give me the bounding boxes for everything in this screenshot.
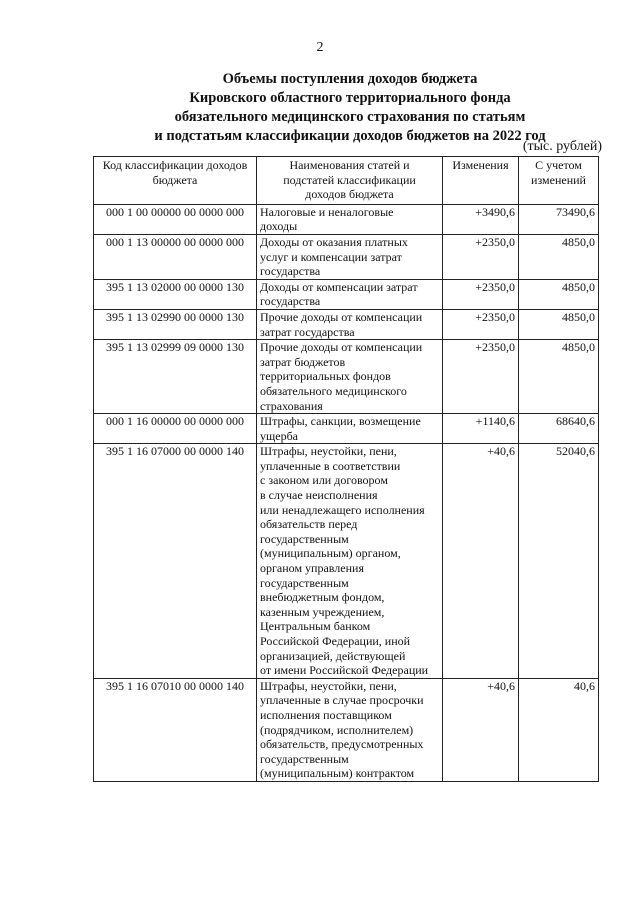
table-header-row [94,157,599,205]
item-name-line: в случае неисполнения [260,488,378,503]
header-name-line: подстатей классификации [283,172,416,187]
item-name-cell [257,309,443,339]
header-total-line: С учетом [535,158,582,172]
item-name-line: затрат государства [260,324,355,339]
item-name-line: с законом или договором [260,473,388,488]
title-line: Объемы поступления доходов бюджета [222,71,478,87]
item-name-line: Доходы от оказания платных [260,234,408,249]
table-row [94,444,599,679]
header-code-line: бюджета [152,172,198,187]
classification-code-cell: 395 1 16 07000 00 0000 140 [94,444,257,679]
header-name-line: доходов бюджета [305,187,394,202]
budget-revenue-table [93,156,599,782]
item-name-cell [257,340,443,414]
item-name-cell [257,414,443,444]
item-name-line: (подрядчиком, исполнителем) [260,722,414,737]
table-body [94,204,599,781]
changes-cell: +2350,0 [443,234,519,279]
title-line: и подстатьям классификации доходов бюджетов на 2022 год [154,128,546,144]
item-name-line: или ненадлежащего исполнения [260,502,425,517]
item-name-line: органом управления [260,561,364,576]
item-name-line: Российской Федерации, иной [260,634,411,648]
table-row [94,279,599,309]
table-row [94,204,599,234]
header-changes-line: Изменения [452,158,509,172]
page-number: 2 [316,40,324,55]
item-name-line: Налоговые и неналоговые [260,204,394,219]
item-name-line: Штрафы, санкции, возмещение [260,414,421,429]
total-with-changes-cell: 4850,0 [519,309,599,339]
total-with-changes-cell: 52040,6 [519,444,599,679]
header-name [257,157,443,205]
classification-code-cell: 000 1 00 00000 00 0000 000 [94,204,257,234]
item-name-line: обязательств, предусмотренных [260,737,424,752]
item-name-line: государства [260,264,321,279]
header-code [94,157,257,205]
changes-cell: +2350,0 [443,309,519,339]
table-row [94,234,599,279]
changes-cell: +2350,0 [443,279,519,309]
item-name-cell [257,678,443,781]
item-name-line: Доходы от компенсации затрат [260,279,418,294]
changes-cell: +40,6 [443,444,519,679]
item-name-line: ущерба [260,428,298,443]
classification-code-cell: 395 1 13 02000 00 0000 130 [94,279,257,309]
item-name-line: Центральным банком [260,619,371,634]
changes-cell: +2350,0 [443,340,519,414]
header-total-line: изменений [531,172,586,187]
item-name-line: услуг и компенсации затрат [260,249,402,264]
table-row [94,414,599,444]
total-with-changes-cell: 40,6 [519,678,599,781]
classification-code-cell: 000 1 16 00000 00 0000 000 [94,414,257,444]
classification-code-cell: 395 1 13 02990 00 0000 130 [94,309,257,339]
changes-cell: +3490,6 [443,204,519,234]
item-name-cell [257,204,443,234]
total-with-changes-cell: 4850,0 [519,234,599,279]
item-name-line: государственным [260,751,349,766]
item-name-cell [257,444,443,679]
item-name-cell [257,234,443,279]
item-name-line: обязательств перед [260,517,358,532]
units-label: (тыс. рублей) [522,139,602,154]
item-name-line: доходы [260,219,298,234]
item-name-line: государственным [260,575,349,590]
classification-code-cell: 000 1 13 00000 00 0000 000 [94,234,257,279]
total-with-changes-cell: 73490,6 [519,204,599,234]
changes-cell: +40,6 [443,678,519,781]
classification-code-cell: 395 1 16 07010 00 0000 140 [94,678,257,781]
item-name-line: внебюджетным фондом, [260,590,385,605]
title-line: Кировского областного территориального фонда [189,90,511,106]
document-title [60,70,640,146]
header-name-line: Наименования статей и [289,158,410,172]
item-name-line: страхования [260,398,323,413]
item-name-line: (муниципальным) органом, [260,546,401,561]
item-name-line: (муниципальным) контрактом [260,766,415,781]
table-row [94,678,599,781]
item-name-line: государства [260,294,321,309]
item-name-line: территориальных фондов [260,369,391,384]
header-total [519,157,599,205]
item-name-line: затрат бюджетов [260,354,346,369]
item-name-line: Штрафы, неустойки, пени, [260,678,397,693]
total-with-changes-cell: 68640,6 [519,414,599,444]
table-row [94,340,599,414]
item-name-line: уплаченные в случае просрочки [260,693,424,708]
total-with-changes-cell: 4850,0 [519,340,599,414]
item-name-line: от имени Российской Федерации [260,663,429,678]
changes-cell: +1140,6 [443,414,519,444]
item-name-cell [257,279,443,309]
item-name-line: организацией, действующей [260,648,406,663]
header-code-line: Код классификации доходов [102,158,248,172]
item-name-line: казенным учреждением, [260,604,385,619]
total-with-changes-cell: 4850,0 [519,279,599,309]
classification-code-cell: 395 1 13 02999 09 0000 130 [94,340,257,414]
header-changes [443,157,519,205]
item-name-line: уплаченные в соответствии [260,458,401,473]
item-name-line: Прочие доходы от компенсации [260,340,423,355]
item-name-line: обязательного медицинского [260,383,407,398]
item-name-line: государственным [260,531,349,546]
item-name-line: Прочие доходы от компенсации [260,309,423,324]
table-row [94,309,599,339]
item-name-line: Штрафы, неустойки, пени, [260,444,397,459]
title-line: обязательного медицинского страхования по статьям [174,109,526,125]
item-name-line: исполнения поставщиком [260,707,392,722]
